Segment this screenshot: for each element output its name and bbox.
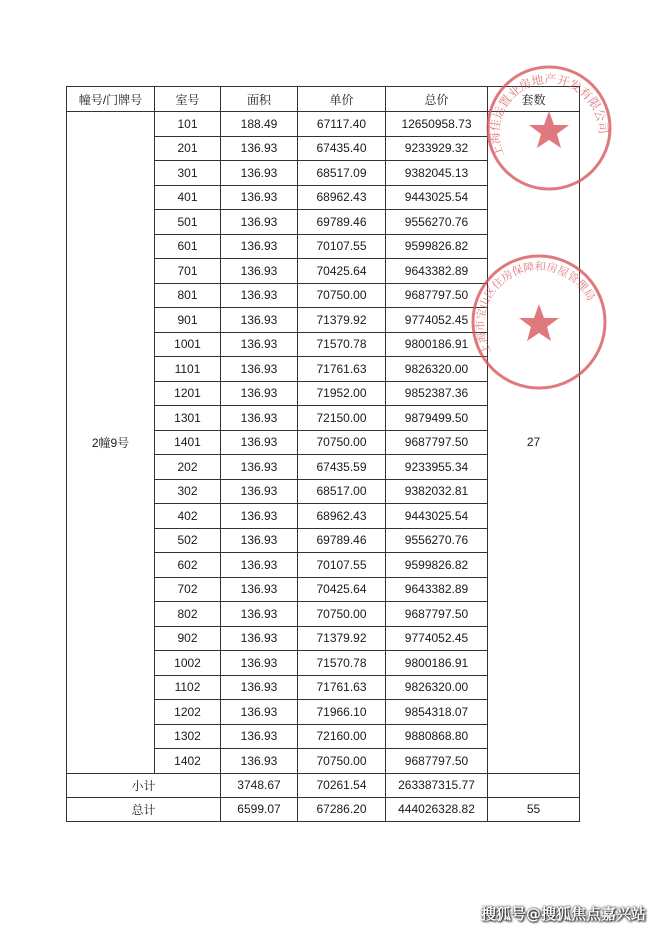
total-price-cell: 9879499.50: [386, 406, 488, 431]
unit-price-cell: 70425.64: [298, 577, 386, 602]
area-cell: 136.93: [221, 406, 298, 431]
total-price-cell: 9443025.54: [386, 185, 488, 210]
area-cell: 136.93: [221, 185, 298, 210]
area-cell: 136.93: [221, 161, 298, 186]
subtotal-count: [488, 773, 580, 797]
unit-price-cell: 68517.00: [298, 479, 386, 504]
room-cell: 402: [155, 504, 221, 529]
area-cell: 136.93: [221, 749, 298, 774]
area-cell: 188.49: [221, 112, 298, 137]
area-cell: 136.93: [221, 626, 298, 651]
room-cell: 1101: [155, 357, 221, 382]
room-cell: 1301: [155, 406, 221, 431]
unit-price-cell: 70107.55: [298, 553, 386, 578]
area-cell: 136.93: [221, 357, 298, 382]
table-row: [67, 112, 580, 137]
subtotal-unit-price: 70261.54: [298, 773, 386, 797]
area-cell: 136.93: [221, 381, 298, 406]
unit-price-cell: 69789.46: [298, 528, 386, 553]
set-count-cell: 27: [488, 112, 580, 774]
area-cell: 136.93: [221, 332, 298, 357]
total-price-cell: 9852387.36: [386, 381, 488, 406]
room-cell: 801: [155, 283, 221, 308]
room-cell: 1102: [155, 675, 221, 700]
room-cell: 1201: [155, 381, 221, 406]
header-total-price: 总价: [386, 87, 488, 112]
room-cell: 702: [155, 577, 221, 602]
area-cell: 136.93: [221, 308, 298, 333]
total-price-cell: 9774052.45: [386, 308, 488, 333]
total-price-cell: 9826320.00: [386, 357, 488, 382]
total-price-cell: 9643382.89: [386, 259, 488, 284]
area-cell: 136.93: [221, 577, 298, 602]
total-label: 总计: [67, 797, 221, 821]
room-cell: 101: [155, 112, 221, 137]
unit-price-cell: 71570.78: [298, 332, 386, 357]
room-cell: 701: [155, 259, 221, 284]
room-cell: 1002: [155, 651, 221, 676]
total-price-cell: 9826320.00: [386, 675, 488, 700]
area-cell: 136.93: [221, 553, 298, 578]
total-price-cell: 9687797.50: [386, 430, 488, 455]
header-building: 幢号/门牌号: [67, 87, 155, 112]
area-cell: 136.93: [221, 259, 298, 284]
header-unit-price: 单价: [298, 87, 386, 112]
unit-price-cell: 67435.40: [298, 136, 386, 161]
unit-price-cell: 69789.46: [298, 210, 386, 235]
header-count: 套数: [488, 87, 580, 112]
total-price-cell: 9800186.91: [386, 651, 488, 676]
unit-price-cell: 68962.43: [298, 185, 386, 210]
unit-price-cell: 71966.10: [298, 700, 386, 725]
unit-price-cell: 70750.00: [298, 602, 386, 627]
unit-price-cell: 68962.43: [298, 504, 386, 529]
area-cell: 136.93: [221, 724, 298, 749]
total-price-cell: 9643382.89: [386, 577, 488, 602]
unit-price-cell: 70425.64: [298, 259, 386, 284]
room-cell: 202: [155, 455, 221, 480]
unit-price-cell: 72160.00: [298, 724, 386, 749]
price-table: [66, 86, 580, 822]
room-cell: 601: [155, 234, 221, 259]
subtotal-area: 3748.67: [221, 773, 298, 797]
unit-price-cell: 71952.00: [298, 381, 386, 406]
unit-price-cell: 72150.00: [298, 406, 386, 431]
area-cell: 136.93: [221, 136, 298, 161]
building-cell: 2幢9号: [67, 112, 155, 774]
room-cell: 1001: [155, 332, 221, 357]
total-price-cell: 12650958.73: [386, 112, 488, 137]
total-unit-price: 67286.20: [298, 797, 386, 821]
table-body: [67, 112, 580, 774]
unit-price-cell: 67117.40: [298, 112, 386, 137]
subtotal-total-price: 263387315.77: [386, 773, 488, 797]
subtotal-label: 小计: [67, 773, 221, 797]
header-row: [67, 87, 580, 112]
area-cell: 136.93: [221, 651, 298, 676]
room-cell: 1401: [155, 430, 221, 455]
total-price-cell: 9880868.80: [386, 724, 488, 749]
unit-price-cell: 71379.92: [298, 308, 386, 333]
room-cell: 802: [155, 602, 221, 627]
area-cell: 136.93: [221, 602, 298, 627]
area-cell: 136.93: [221, 455, 298, 480]
room-cell: 901: [155, 308, 221, 333]
total-price-cell: 9233955.34: [386, 455, 488, 480]
unit-price-cell: 71570.78: [298, 651, 386, 676]
total-price-cell: 9556270.76: [386, 210, 488, 235]
room-cell: 302: [155, 479, 221, 504]
unit-price-cell: 70107.55: [298, 234, 386, 259]
total-price-cell: 9556270.76: [386, 528, 488, 553]
total-price-cell: 9233929.32: [386, 136, 488, 161]
subtotal-row: [67, 773, 580, 797]
unit-price-cell: 70750.00: [298, 430, 386, 455]
area-cell: 136.93: [221, 675, 298, 700]
unit-price-cell: 70750.00: [298, 283, 386, 308]
unit-price-cell: 70750.00: [298, 749, 386, 774]
room-cell: 301: [155, 161, 221, 186]
unit-price-cell: 67435.59: [298, 455, 386, 480]
total-area: 6599.07: [221, 797, 298, 821]
header-area: 面积: [221, 87, 298, 112]
total-price-cell: 9382032.81: [386, 479, 488, 504]
total-total-price: 444026328.82: [386, 797, 488, 821]
watermark: 搜狐号@搜狐焦点嘉兴站: [480, 905, 646, 923]
room-cell: 1202: [155, 700, 221, 725]
header-room: 室号: [155, 87, 221, 112]
area-cell: 136.93: [221, 504, 298, 529]
total-count: 55: [488, 797, 580, 821]
area-cell: 136.93: [221, 234, 298, 259]
total-price-cell: 9687797.50: [386, 602, 488, 627]
room-cell: 502: [155, 528, 221, 553]
total-price-cell: 9599826.82: [386, 553, 488, 578]
unit-price-cell: 71761.63: [298, 357, 386, 382]
area-cell: 136.93: [221, 528, 298, 553]
area-cell: 136.93: [221, 479, 298, 504]
total-price-cell: 9800186.91: [386, 332, 488, 357]
room-cell: 201: [155, 136, 221, 161]
unit-price-cell: 68517.09: [298, 161, 386, 186]
total-price-cell: 9687797.50: [386, 749, 488, 774]
area-cell: 136.93: [221, 210, 298, 235]
total-price-cell: 9774052.45: [386, 626, 488, 651]
total-price-cell: 9382045.13: [386, 161, 488, 186]
total-price-cell: 9443025.54: [386, 504, 488, 529]
room-cell: 902: [155, 626, 221, 651]
total-row: [67, 797, 580, 821]
total-price-cell: 9854318.07: [386, 700, 488, 725]
room-cell: 501: [155, 210, 221, 235]
room-cell: 401: [155, 185, 221, 210]
total-price-cell: 9599826.82: [386, 234, 488, 259]
room-cell: 602: [155, 553, 221, 578]
area-cell: 136.93: [221, 700, 298, 725]
unit-price-cell: 71761.63: [298, 675, 386, 700]
unit-price-cell: 71379.92: [298, 626, 386, 651]
area-cell: 136.93: [221, 283, 298, 308]
area-cell: 136.93: [221, 430, 298, 455]
total-price-cell: 9687797.50: [386, 283, 488, 308]
room-cell: 1402: [155, 749, 221, 774]
room-cell: 1302: [155, 724, 221, 749]
housing-bureau-seal-text: 上海市宝山区住房保障和房屋管理局: [473, 260, 598, 357]
company-seal-text: 上海佳运置业房地产开发有限公司: [487, 72, 611, 159]
